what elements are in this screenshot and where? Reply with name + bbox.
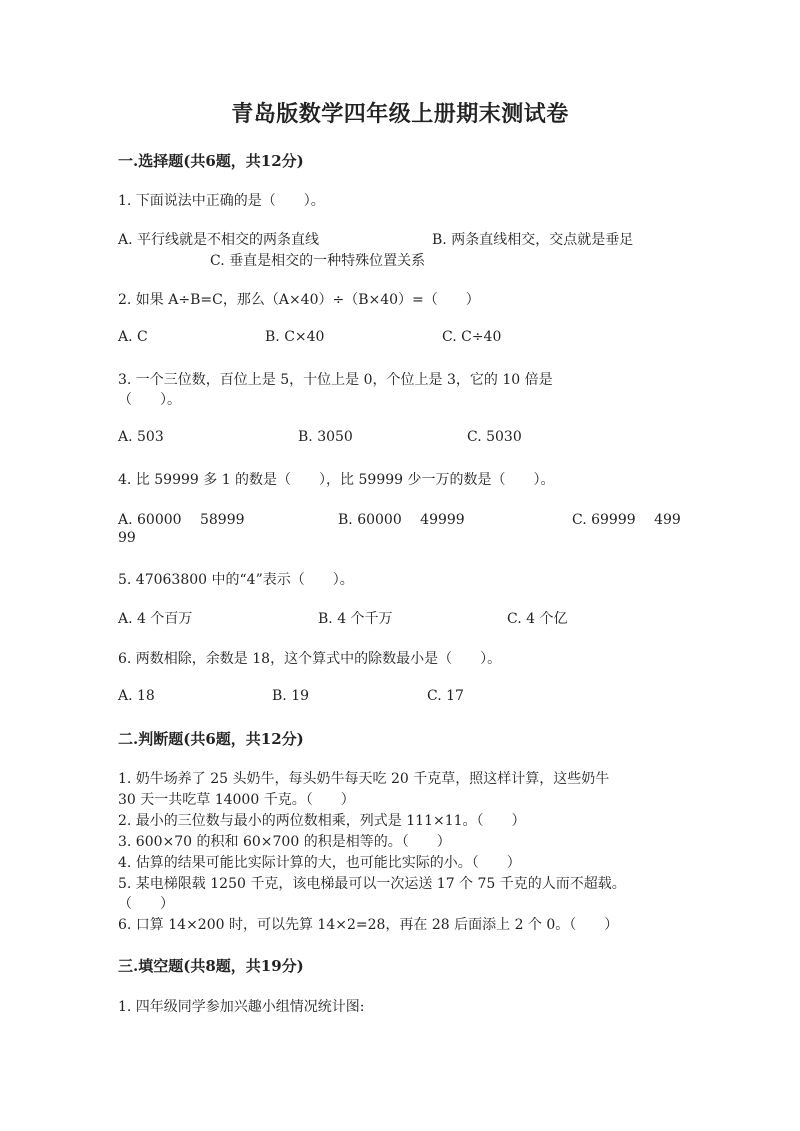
judgement-line-1: 1. 奶牛场养了 25 头奶牛，每头奶牛每天吃 20 千克草，照这样计算，这些奶牛 <box>118 771 610 787</box>
section-heading-fill-blank: 三.填空题(共8题，共19分) <box>118 957 304 975</box>
question-5-option-b: B. 4 个千万 <box>318 611 393 627</box>
question-1-option-a: A. 平行线就是不相交的两条直线 <box>118 232 320 248</box>
question-1-option-c: C. 垂直是相交的一种特殊位置关系 <box>210 253 426 269</box>
question-4-stem: 4. 比 59999 多 1 的数是（ ），比 59999 少一万的数是（ ）。 <box>118 472 555 488</box>
question-6-option-a: A. 18 <box>118 688 155 704</box>
judgement-line-2: 30 天一共吃草 14000 千克。（ ） <box>118 792 355 808</box>
question-1-option-b: B. 两条直线相交，交点就是垂足 <box>432 232 634 248</box>
question-3-stem: 3. 一个三位数，百位上是 5，十位上是 0，个位上是 3，它的 10 倍是 <box>118 372 553 388</box>
question-6-option-c: C. 17 <box>427 688 464 704</box>
fill-blank-line-1: 1. 四年级同学参加兴趣小组情况统计图: <box>118 999 365 1015</box>
question-5-option-c: C. 4 个亿 <box>507 611 568 627</box>
question-2-stem: 2. 如果 A÷B=C，那么（A×40）÷（B×40）=（ ） <box>118 292 480 308</box>
page-title: 青岛版数学四年级上册期末测试卷 <box>231 101 569 127</box>
question-3-option-a: A. 503 <box>118 429 164 445</box>
question-6-stem: 6. 两数相除，余数是 18，这个算式中的除数最小是（ ）。 <box>118 651 502 667</box>
question-5-option-a: A. 4 个百万 <box>118 611 193 627</box>
judgement-line-7: （ ） <box>118 896 174 912</box>
question-6-option-b: B. 19 <box>272 688 310 704</box>
judgement-line-6: 5. 某电梯限载 1250 千克，该电梯最可以一次运送 17 个 75 千克的人而不超载。 <box>118 876 626 892</box>
question-3-option-b: B. 3050 <box>298 429 353 445</box>
question-5-stem: 5. 47063800 中的“4”表示（ ）。 <box>118 572 354 588</box>
question-2-option-c: C. C÷40 <box>442 329 502 345</box>
question-4-option-a: A. 60000 58999 <box>118 512 245 528</box>
question-4-option-c: C. 69999 499 <box>572 512 681 528</box>
question-3-stem-continued: （ ）。 <box>118 392 181 408</box>
section-heading-choice: 一.选择题(共6题，共12分) <box>118 152 304 170</box>
question-4-option-c-wrap: 99 <box>118 530 136 546</box>
question-4-option-b: B. 60000 49999 <box>338 512 465 528</box>
question-2-option-b: B. C×40 <box>265 329 325 345</box>
judgement-line-8: 6. 口算 14×200 时，可以先算 14×2=28，再在 28 后面添上 2 个 0。（ ） <box>118 917 619 933</box>
question-1-stem: 1. 下面说法中正确的是（ ）。 <box>118 193 325 209</box>
question-3-option-c: C. 5030 <box>467 429 522 445</box>
judgement-line-4: 3. 600×70 的积和 60×700 的积是相等的。（ ） <box>118 834 451 850</box>
judgement-line-3: 2. 最小的三位数与最小的两位数相乘，列式是 111×11。（ ） <box>118 813 526 829</box>
judgement-line-5: 4. 估算的结果可能比实际计算的大，也可能比实际的小。（ ） <box>118 855 521 871</box>
question-2-option-a: A. C <box>118 329 148 345</box>
section-heading-judgement: 二.判断题(共6题，共12分) <box>118 730 304 748</box>
